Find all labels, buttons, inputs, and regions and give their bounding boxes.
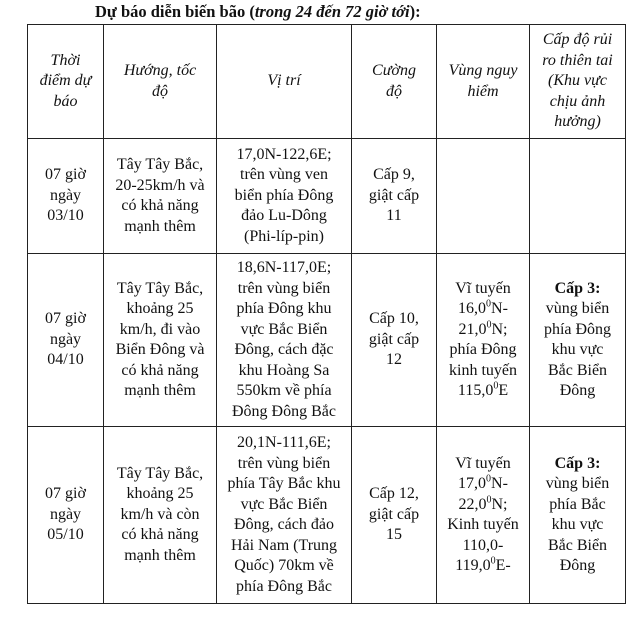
table-row xyxy=(28,427,626,604)
cell-danger-zone: Vĩ tuyến 16,0$^0$N- 21,0$^0$N; phía Đông kinh tuyến 115,0$^0$E xyxy=(437,254,530,427)
cell-direction: Tây Tây Bắc, 20-25km/h và có khả năng mạnh thêm xyxy=(104,139,217,254)
cell-time: 07 giờ ngày 04/10 xyxy=(28,254,104,427)
cell-direction: Tây Tây Bắc, khoảng 25 km/h và còn có khả năng mạnh thêm xyxy=(104,427,217,604)
cell-danger-zone xyxy=(437,139,530,254)
cell-risk-level: Cấp 3: vùng biển phía Đông khu vực Bắc Biển Đông xyxy=(530,254,626,427)
header-danger-zone: Vùng nguy hiểm xyxy=(437,25,530,139)
cell-risk-level xyxy=(530,139,626,254)
section-title: Dự báo diễn biến bão (trong 24 đến 72 giờ tới): xyxy=(95,2,421,21)
cell-risk-level: Cấp 3: vùng biển phía Bắc khu vực Bắc Biển Đông xyxy=(530,427,626,604)
cell-intensity: Cấp 12, giật cấp 15 xyxy=(352,427,437,604)
header-direction: Hướng, tốc độ xyxy=(104,25,217,139)
risk-level-label: Cấp 3: xyxy=(554,279,601,297)
cell-time: 07 giờ ngày 03/10 xyxy=(28,139,104,254)
header-risk-level: Cấp độ rủi ro thiên tai (Khu vực chịu ảnh hưởng) xyxy=(530,25,626,139)
header-intensity: Cường độ xyxy=(352,25,437,139)
header-position: Vị trí xyxy=(217,25,352,139)
storm-forecast-table xyxy=(27,24,626,604)
header-row xyxy=(28,25,626,139)
cell-position: 18,6N-117,0E; trên vùng biển phía Đông khu vực Bắc Biển Đông, cách đặc khu Hoàng Sa 550km về phía Đông Đông Bắc xyxy=(217,254,352,427)
cell-intensity: Cấp 9, giật cấp 11 xyxy=(352,139,437,254)
cell-danger-zone: Vĩ tuyến 17,0$^0$N- 22,0$^0$N; Kinh tuyến 110,0- 119,0$^0$E- xyxy=(437,427,530,604)
risk-level-label: Cấp 3: xyxy=(554,454,601,472)
table-row xyxy=(28,139,626,254)
table-row xyxy=(28,254,626,427)
cell-position: 20,1N-111,6E; trên vùng biển phía Tây Bắc khu vực Bắc Biển Đông, cách đảo Hải Nam (Trung Quốc) 70km về phía Đông Bắc xyxy=(217,427,352,604)
cell-position: 17,0N-122,6E; trên vùng ven biển phía Đông đảo Lu-Dông (Phi-líp-pin) xyxy=(217,139,352,254)
cell-time: 07 giờ ngày 05/10 xyxy=(28,427,104,604)
header-time: Thời điểm dự báo xyxy=(28,25,104,139)
cell-intensity: Cấp 10, giật cấp 12 xyxy=(352,254,437,427)
cell-direction: Tây Tây Bắc, khoảng 25 km/h, đi vào Biển Đông và có khả năng mạnh thêm xyxy=(104,254,217,427)
